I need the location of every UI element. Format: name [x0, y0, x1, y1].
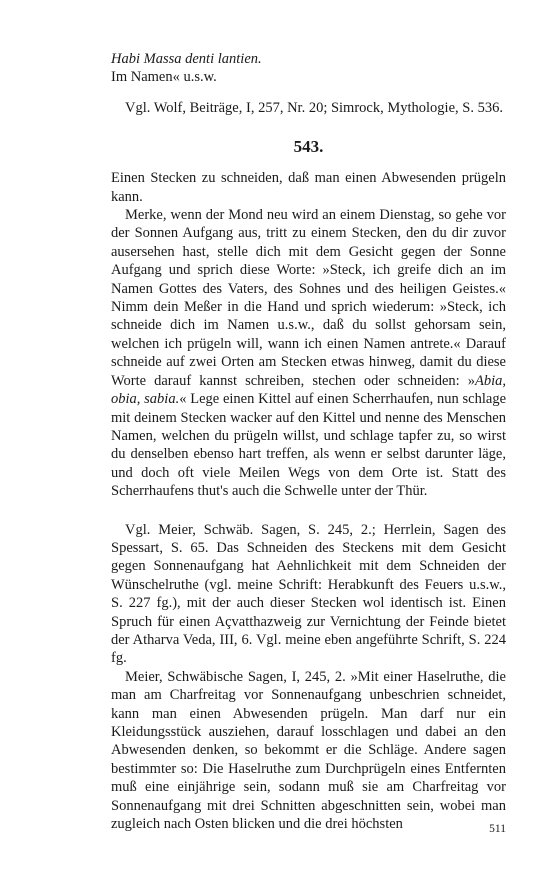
commentary-paragraph: Vgl. Meier, Schwäb. Sagen, S. 245, 2.; Herrlein, Sagen des Spessart, S. 65. Das Schneiden des Steckens mit dem Gesicht gegen Sonnenaufgang hat Aehnlichkeit mit dem Schneiden der Wünschelruthe (vgl. meine Schrift: Herabkunft des Feuers u.s.w., S. 227 fg.), mit der auch dieser Stecken wol identisch ist. Einen Spruch für einen Açvatthazweig zur Vernichtung der Feinde bietet der Atharva Veda, III, 6. Vgl. meine eben angeführte Schrift, S. 224 fg.: [111, 521, 506, 667]
magic-formula: Abia, obia, sabia.: [111, 372, 506, 408]
verse-block: [111, 50, 506, 87]
section-number: 543.: [293, 137, 324, 157]
reference-note: Vgl. Wolf, Beiträge, I, 257, Nr. 20; Simrock, Mythologie, S. 536.: [125, 99, 503, 116]
section-title: Einen Stecken zu schneiden, daß man einen Abwesenden prügeln kann.: [111, 170, 506, 205]
main-paragraph-text: Merke, wenn der Mond neu wird an einem Dienstag, so gehe vor der Sonnen Aufgang aus, tritt zu einem Stecken, den du dir zuvor ausersehen hast, stelle dich mit dem Gesicht gegen der Sonne Aufgang und sprich diese Worte: »Steck, ich greife dich an im Namen Gottes des Vaters, des Sohnes und des heiligen Geistes.« Nimm dein Meßer in die Hand und sprich wiederum: »Steck, ich schneide dich im Namen u.s.w., daß du sollst gehorsam sein, welchen ich prügeln will, wann ich einen Namen antrete.« Darauf schneide auf zwei Orten am Stecken etwas hinweg, damit du diese Worte darauf kannst schreiben, stechen oder schneiden: »: [111, 207, 506, 389]
verse-line: Habi Massa denti lantien.: [111, 51, 262, 67]
page-body: [111, 50, 506, 833]
verse-line: Im Namen« u.s.w.: [111, 69, 217, 86]
page-number: 511: [489, 823, 506, 835]
main-paragraph: [111, 206, 506, 501]
main-paragraph-text: « Lege einen Kittel auf einen Scherrhaufen, nun schlage mit deinem Stecken wacker auf den Kittel und nenne des Menschen Namen, welchen du prügeln willst, und schlage tapfer zu, so wirst du denselben ebenso hart treffen, als wenn er selbst darunter läge, und doch oft viele Meilen Wegs von dem Orte ist. Statt des Scherrhaufens thut's auch die Schwelle unter der Thür.: [111, 391, 507, 500]
commentary-paragraph: Meier, Schwäbische Sagen, I, 245, 2. »Mit einer Haselruthe, die man am Charfreitag vor Sonnenaufgang unbeschrien schneidet, kann man einen Abwesenden prügeln. Man darf nur ein Kleidungsstück ausziehen, darauf losschlagen und dabei an den Abwesenden denken, so bekommt er die Schläge. Andere sagen bestimmter so: Die Haselruthe zum Durchprügeln eines Entfernten muß eine einjährige sein, sodann muß sie am Charfreitag vor Sonnenaufgang mit drei Schnitten abgeschnitten sein, wobei man zugleich nach Osten blicken und die drei höchsten: [111, 668, 506, 833]
